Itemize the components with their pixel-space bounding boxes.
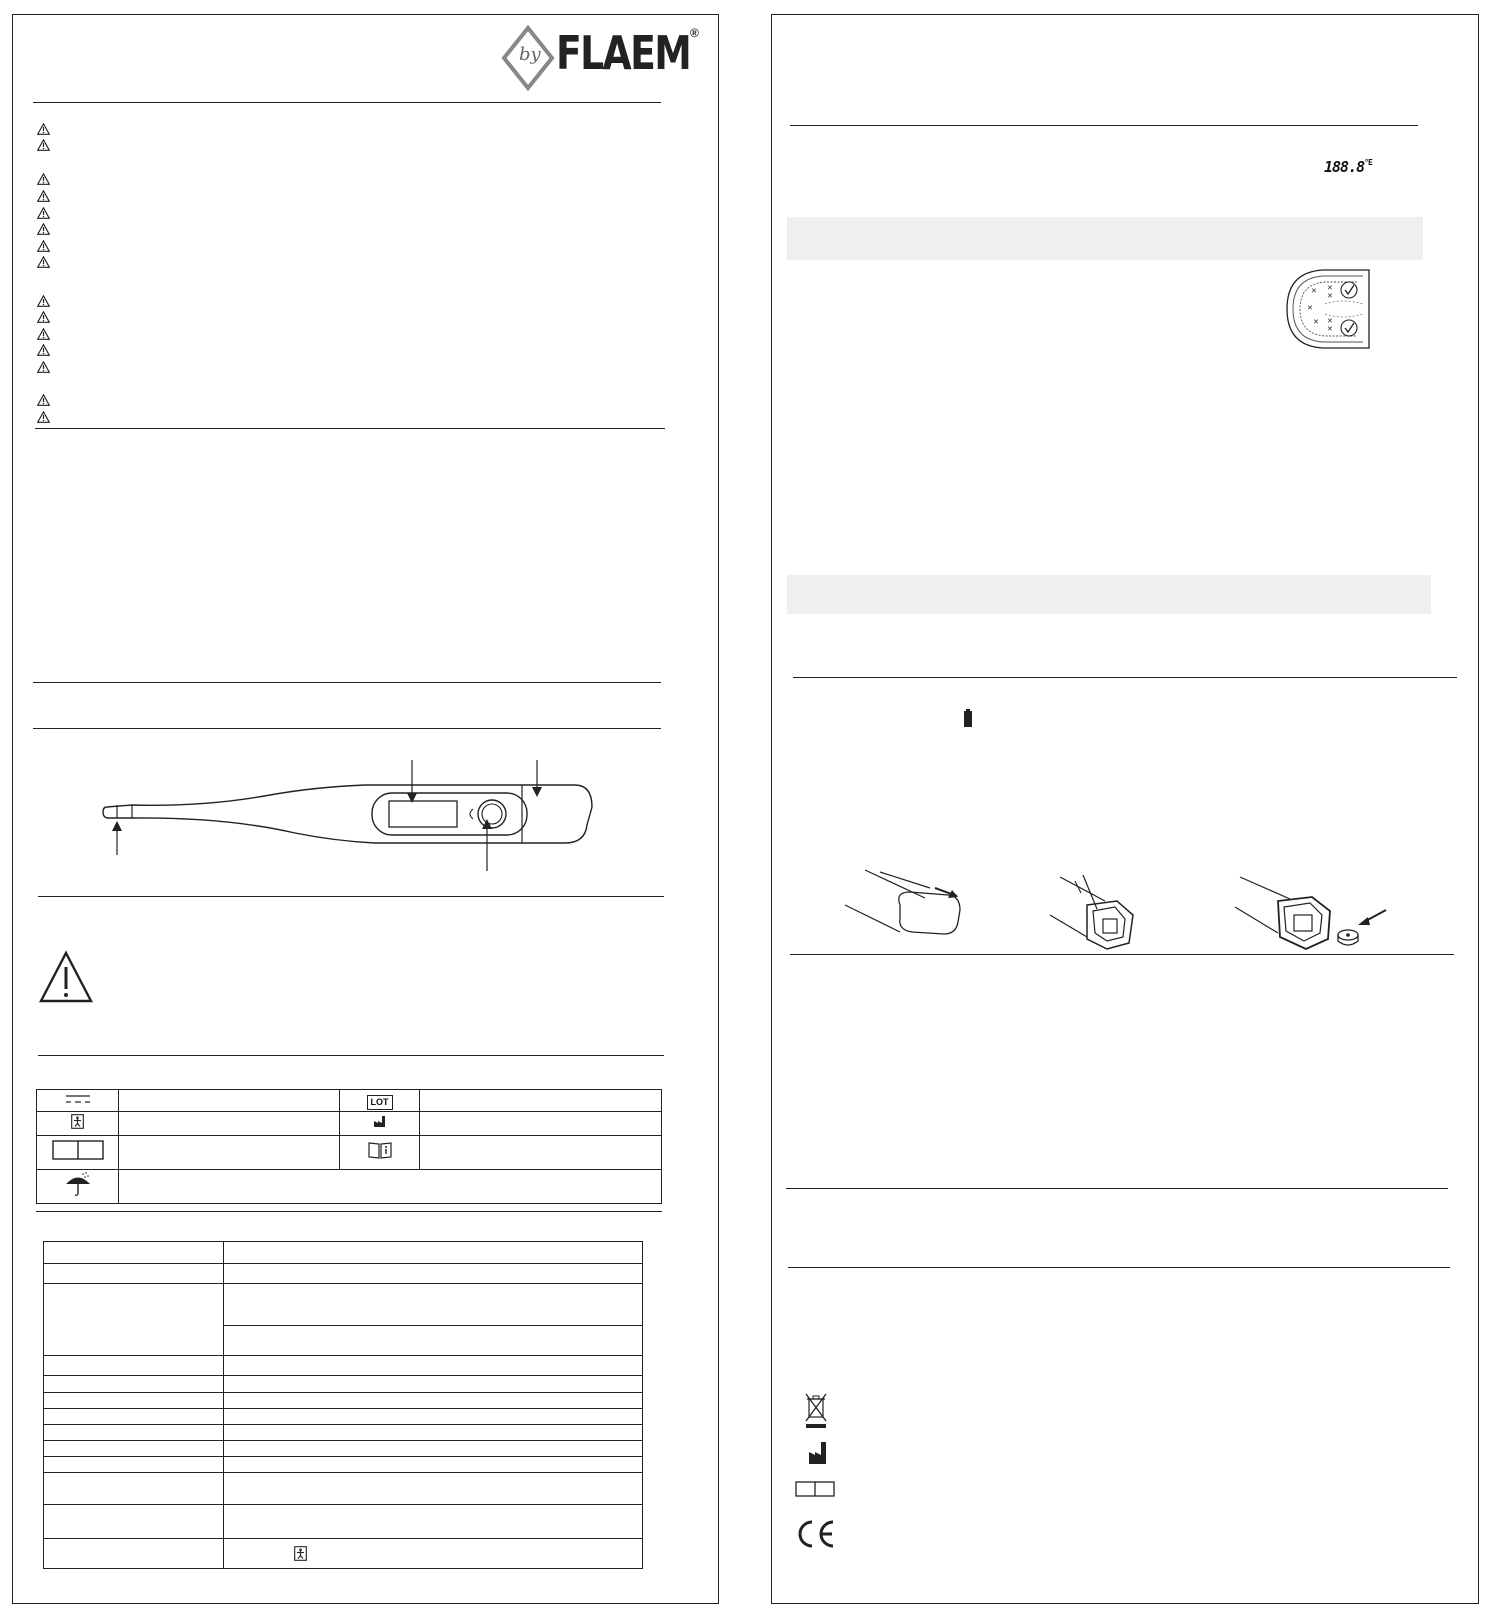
spec-value — [224, 1539, 643, 1569]
spec-value — [224, 1264, 643, 1284]
spec-label — [44, 1457, 224, 1473]
divider — [790, 954, 1454, 955]
svg-text:✕: ✕ — [1311, 287, 1317, 295]
flaem-logo — [500, 22, 705, 94]
battery-step-1-illustration — [840, 850, 970, 940]
spec-label — [44, 1425, 224, 1441]
warning-icon — [37, 394, 50, 406]
large-warning-icon — [38, 950, 94, 1004]
spec-value — [224, 1242, 643, 1264]
spec-value — [224, 1473, 643, 1505]
warning-icon — [37, 240, 50, 252]
divider — [38, 1055, 664, 1056]
spec-value — [224, 1393, 643, 1409]
spec-value — [224, 1505, 643, 1539]
logo-registered-mark: ® — [690, 26, 699, 40]
thermometer-diagram — [95, 755, 615, 875]
lot-symbol-cell — [340, 1090, 420, 1112]
spec-label — [44, 1264, 224, 1284]
spec-label — [44, 1505, 224, 1539]
warning-icon — [37, 207, 50, 219]
type-b-applied-part-icon — [71, 1114, 84, 1129]
display-unit: °E — [1364, 158, 1372, 167]
warning-icon — [37, 190, 50, 202]
svg-text:✕: ✕ — [1307, 304, 1313, 312]
weee-crossed-bin-icon — [804, 1393, 828, 1429]
symbol-description — [420, 1136, 662, 1170]
divider — [38, 896, 664, 897]
warning-icon — [37, 173, 50, 185]
warning-icon — [37, 256, 50, 268]
divider — [36, 1211, 662, 1212]
warning-icon — [37, 139, 50, 151]
divider — [790, 125, 1418, 126]
instructions-cell — [340, 1136, 420, 1170]
manufacturer-icon — [808, 1441, 832, 1465]
authorized-representative-box-icon — [52, 1140, 104, 1160]
dc-symbol-icon — [65, 1093, 91, 1105]
svg-text:✕: ✕ — [1327, 325, 1333, 333]
svg-text:✕: ✕ — [1327, 292, 1333, 300]
divider — [33, 102, 661, 103]
display-readout — [1324, 158, 1372, 176]
manufacturer-icon — [373, 1115, 387, 1128]
battery-icon — [963, 709, 973, 728]
spec-value — [224, 1425, 643, 1441]
lot-label: LOT — [367, 1095, 393, 1110]
spec-label — [44, 1473, 224, 1505]
spec-label — [44, 1409, 224, 1425]
consult-instructions-icon — [368, 1141, 392, 1159]
battery-step-2-illustration — [1045, 865, 1155, 955]
spec-label — [44, 1393, 224, 1409]
logo-name: FLAEM — [556, 26, 691, 80]
keep-dry-icon — [64, 1171, 92, 1197]
warning-icon — [37, 223, 50, 235]
oral-placement-diagram-icon — [1283, 268, 1371, 350]
divider — [33, 728, 661, 729]
symbol-description — [119, 1112, 340, 1136]
logo-by-text: by — [519, 44, 541, 65]
keep-dry-cell — [37, 1170, 119, 1204]
spec-label — [44, 1376, 224, 1393]
applied-part-cell — [37, 1112, 119, 1136]
spec-label — [44, 1441, 224, 1457]
spec-value — [224, 1356, 643, 1376]
divider — [786, 1188, 1448, 1189]
dc-symbol-cell — [37, 1090, 119, 1112]
spec-label — [44, 1356, 224, 1376]
svg-text:✕: ✕ — [1313, 318, 1319, 326]
specifications-table — [43, 1241, 643, 1569]
warning-icon — [37, 295, 50, 307]
spec-value — [224, 1284, 643, 1326]
authorized-representative-box-icon — [795, 1481, 835, 1497]
warning-icon — [37, 328, 50, 340]
spec-value — [224, 1376, 643, 1393]
spec-label — [44, 1284, 224, 1356]
manufacturer-cell — [340, 1112, 420, 1136]
svg-text:✕: ✕ — [1327, 317, 1333, 325]
symbol-description — [420, 1090, 662, 1112]
divider — [793, 677, 1457, 678]
spec-value — [224, 1409, 643, 1425]
symbol-description — [119, 1090, 340, 1112]
divider — [33, 682, 661, 683]
type-b-applied-part-icon — [294, 1546, 307, 1561]
spec-value — [224, 1457, 643, 1473]
warning-icon — [37, 311, 50, 323]
warning-icon — [37, 361, 50, 373]
lcd-display — [389, 801, 457, 827]
svg-text:✕: ✕ — [1327, 284, 1333, 292]
symbol-description — [119, 1170, 662, 1204]
symbol-description — [420, 1112, 662, 1136]
spec-label — [44, 1242, 224, 1264]
symbol-description — [119, 1136, 340, 1170]
display-housing — [372, 793, 527, 835]
section-band — [787, 217, 1423, 260]
symbols-table — [36, 1089, 662, 1204]
spec-label — [44, 1539, 224, 1569]
spec-value — [224, 1326, 643, 1356]
divider — [35, 428, 665, 429]
warning-icon — [37, 123, 50, 135]
spec-value — [224, 1441, 643, 1457]
rep-box-cell — [37, 1136, 119, 1170]
warning-icon — [37, 344, 50, 356]
ce-mark-icon — [795, 1519, 837, 1549]
display-digits: 188.8 — [1324, 158, 1365, 176]
divider — [788, 1267, 1450, 1268]
section-band — [787, 575, 1431, 614]
warning-icon — [37, 411, 50, 423]
thermometer-body — [103, 785, 592, 843]
battery-step-3-illustration — [1230, 865, 1390, 960]
